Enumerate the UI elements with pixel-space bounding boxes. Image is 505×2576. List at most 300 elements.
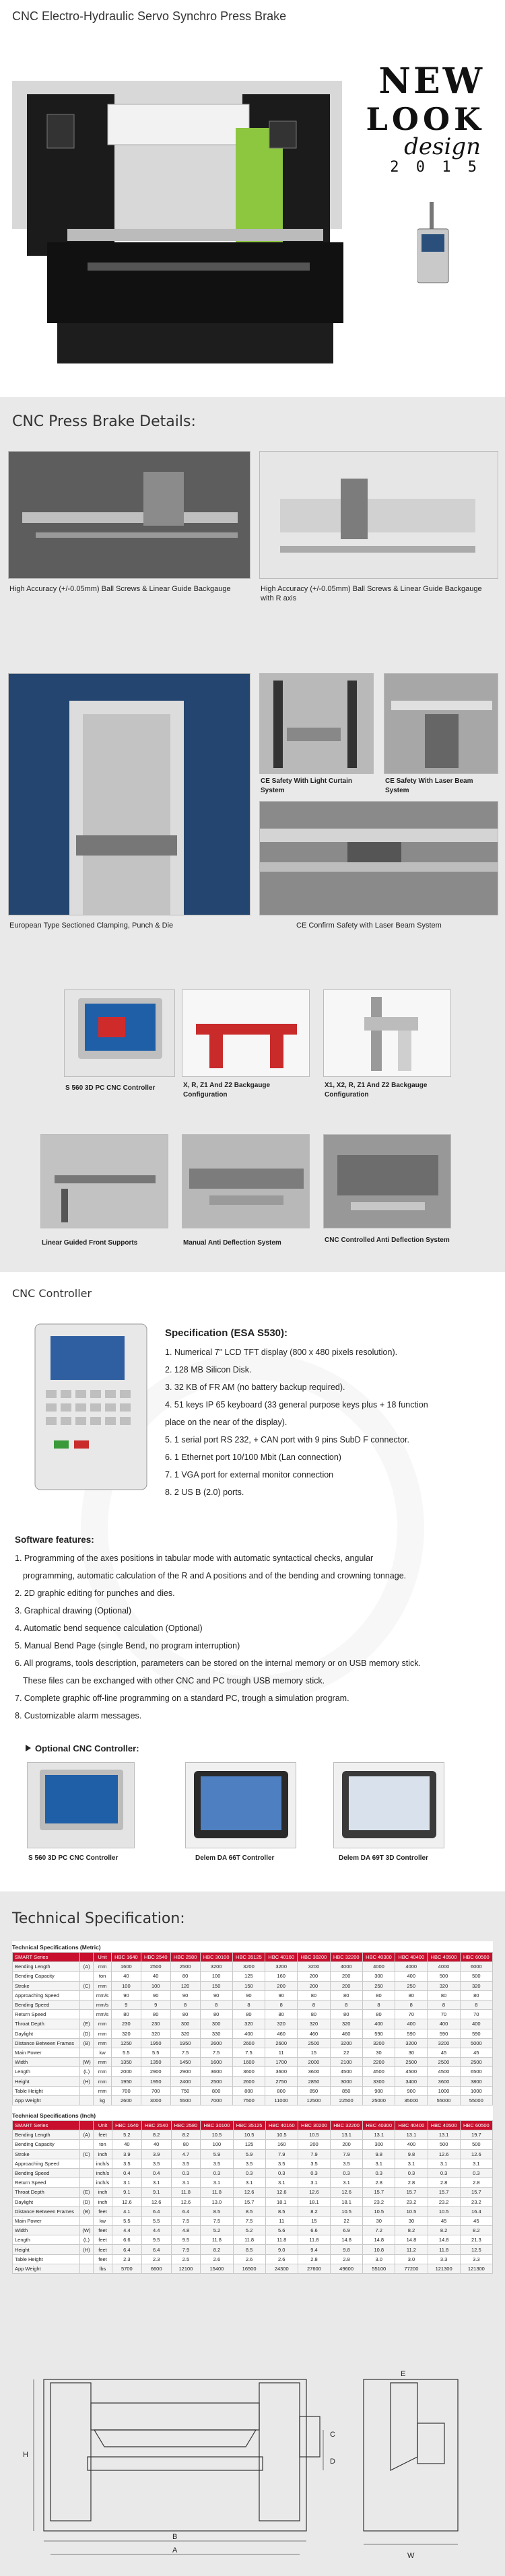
table-cell: 6.4 [141,2245,171,2254]
table-cell: 11 [265,2048,298,2057]
model-header-cell: HBC 2540 [141,1953,170,1962]
table-cell: 11.8 [265,2235,298,2245]
table-cell: 8.5 [201,2206,233,2216]
table-cell: feet [94,2226,112,2235]
table-cell: 12.6 [331,2188,363,2197]
table-cell: 30 [395,2216,428,2225]
table-cell: 5500 [170,2095,200,2105]
table-cell: 5.6 [265,2226,298,2235]
table-cell [79,2178,93,2188]
table-cell: 5.2 [233,2226,265,2235]
table-cell: 4.1 [112,2206,141,2216]
software-item: 4. Automatic bend sequence calculation (Optional) [15,1624,203,1633]
table-cell: 8 [330,2000,362,2009]
table-cell: 24300 [265,2264,298,2273]
table-cell: 3.5 [298,2159,330,2168]
table-cell: (L) [79,2235,93,2245]
table-cell: 22 [331,2216,363,2225]
table-cell: 7.9 [331,2149,363,2159]
table-cell: 3200 [362,2038,395,2048]
table-cell: 460 [298,2029,330,2038]
s560-caption: S 560 3D PC CNC Controller [65,1084,156,1092]
table-cell: 850 [330,2086,362,2095]
table-cell: Length [13,2067,80,2077]
table-cell: 500 [460,2140,492,2149]
table-row [13,2159,493,2168]
table-cell: 1000 [460,2086,492,2095]
model-header-cell: HBC 40300 [362,1953,395,1962]
table-cell: 3.1 [460,2159,492,2168]
table-cell: 13.1 [331,2130,363,2140]
table-cell: 7.9 [265,2149,298,2159]
table-cell: Return Speed [13,2178,80,2188]
table-cell [79,2216,93,2225]
ballscrew-photo-1 [8,451,250,579]
table-row [13,2168,493,2178]
table-cell: Width [13,2058,80,2067]
table-cell: 9.0 [265,2245,298,2254]
table-cell: mm [94,2086,112,2095]
dim-label-c: C [330,2431,335,2439]
table-cell: 6.9 [331,2226,363,2235]
light-curtain-photo [259,673,374,774]
table-header-cell [80,1953,94,1962]
table-cell: inch [94,2149,112,2159]
table-row [13,2197,493,2206]
table-cell: 100 [201,2140,233,2149]
table-cell: 800 [200,2086,232,2095]
table-cell: 77200 [395,2264,428,2273]
table-cell: 12.6 [460,2149,492,2159]
table-cell: 12.6 [233,2188,265,2197]
metric-table [12,1952,493,2105]
table-cell: 4.4 [141,2226,171,2235]
software-item: 2. 2D graphic editing for punches and dies. [15,1589,175,1598]
xxr-backgauge-caption: X1, X2, R, Z1 And Z2 Backgauge Configuration [325,1082,428,1099]
table-cell: 16.4 [460,2206,492,2216]
xxr-backgauge-photo [323,989,451,1077]
table-cell: 9.1 [112,2188,141,2197]
ballscrew-caption-1: High Accuracy (+/-0.05mm) Ball Screws & Linear Guide Backgauge [9,585,231,593]
table-cell: 11000 [265,2095,298,2105]
table-cell: 8 [200,2000,232,2009]
laser-beam-photo [384,673,498,774]
table-cell: 121300 [428,2264,460,2273]
table-cell: 23.2 [460,2197,492,2206]
table-cell: 460 [265,2029,298,2038]
table-cell: 500 [428,1972,460,1981]
table-cell: 0.3 [201,2168,233,2178]
table-cell: 5000 [460,2038,492,2048]
table-cell: 7.2 [363,2226,395,2235]
table-cell: 80 [460,1990,492,2000]
table-cell: 10.5 [233,2130,265,2140]
table-cell: 460 [330,2029,362,2038]
table-row [13,2245,493,2254]
table-cell: 9.8 [363,2149,395,2159]
table-cell: 3.1 [112,2178,141,2188]
table-cell: 1700 [265,2058,298,2067]
table-header-cell: SMART Series [13,1953,80,1962]
table-cell: 3.9 [112,2149,141,2159]
table-cell: 15.7 [233,2197,265,2206]
table-cell: 10.5 [363,2206,395,2216]
table-cell: 150 [232,1981,265,1990]
table-cell: 8 [265,2000,298,2009]
table-cell: 14.8 [428,2235,460,2245]
table-cell: 70 [395,2010,428,2019]
xr-backgauge-caption: X, R, Z1 And Z2 Backgauge Configuration [183,1082,271,1099]
table-cell: 2600 [265,2038,298,2048]
table-cell: (B) [79,2206,93,2216]
table-cell: 4500 [428,2067,460,2077]
table-cell: 500 [428,2140,460,2149]
table-cell: 27600 [298,2264,330,2273]
table-cell: 2.3 [112,2254,141,2264]
spec-list [165,1344,488,1501]
table-cell: kw [94,2048,112,2057]
table-cell: Bending Capacity [13,1972,80,1981]
table-cell: 3.1 [233,2178,265,2188]
table-cell: 3.1 [171,2178,201,2188]
dimension-drawing [13,2363,492,2565]
table-cell: 200 [298,1972,330,1981]
table-cell: 5700 [112,2264,141,2273]
table-cell: 400 [395,1972,428,1981]
table-cell: Width [13,2226,80,2235]
model-header-cell: HBC 40160 [265,2121,298,2130]
dim-label-w: W [407,2552,415,2560]
table-cell: 6.4 [171,2206,201,2216]
table-cell: 1250 [111,2038,141,2048]
table-cell: 15 [298,2048,330,2057]
table-cell: 14.8 [331,2235,363,2245]
table-cell: 40 [141,2140,171,2149]
table-cell: Distance Between Frames [13,2206,80,2216]
table-row [13,2086,493,2095]
table-cell: (H) [79,2245,93,2254]
table-cell: mm/s [94,2010,112,2019]
table-cell: 12100 [171,2264,201,2273]
software-item: programming, automatic calculation of the R and A positions and of the bending and crowning tonnage. [23,1571,407,1580]
table-cell: 200 [331,2140,363,2149]
table-cell: 590 [362,2029,395,2038]
table-cell [79,2264,93,2273]
table-cell [80,2000,94,2009]
table-cell: (C) [80,1981,94,1990]
table-cell: 8 [170,2000,200,2009]
table-cell: 19.7 [460,2130,492,2140]
table-cell: 8.2 [428,2226,460,2235]
table-cell: Approaching Speed [13,2159,80,2168]
metric-caption: Technical Specifications (Metric) [12,1944,101,1951]
table-cell: kg [94,2095,112,2105]
table-cell: 300 [170,2019,200,2029]
table-cell: 8.2 [460,2226,492,2235]
table-cell: 12.6 [171,2197,201,2206]
table-cell: 4500 [395,2067,428,2077]
delem-66t-caption: Delem DA 66T Controller [195,1854,275,1862]
table-cell: 3.1 [428,2159,460,2168]
table-cell: 7.5 [201,2216,233,2225]
table-cell: 3200 [298,1962,330,1972]
table-cell: 3200 [200,1962,232,1972]
table-cell: 30 [395,2048,428,2057]
table-cell: 200 [298,2140,330,2149]
table-cell: 5.5 [112,2216,141,2225]
table-row [13,2226,493,2235]
table-cell: 0.3 [428,2168,460,2178]
table-cell: 3.1 [265,2178,298,2188]
table-cell: 80 [395,1990,428,2000]
table-cell: 3.0 [395,2254,428,2264]
table-cell: 23.2 [428,2197,460,2206]
table-cell: 10.8 [363,2245,395,2254]
table-cell [79,2140,93,2149]
table-cell [80,2095,94,2105]
table-cell: 2100 [330,2058,362,2067]
table-cell: 0.3 [460,2168,492,2178]
table-cell: 0.3 [265,2168,298,2178]
table-row [13,1972,493,1981]
table-cell: 500 [460,1972,492,1981]
table-cell: 320 [232,2019,265,2029]
delem-66t-photo [185,1762,296,1848]
table-cell: 6500 [460,2067,492,2077]
table-row [13,2077,493,2086]
table-cell: 2.6 [201,2254,233,2264]
table-cell: 2.5 [171,2254,201,2264]
table-cell: 8.5 [233,2245,265,2254]
spec-item: 2. 128 MB Silicon Disk. [165,1365,252,1374]
table-row [13,2140,493,2149]
table-cell: 80 [298,2010,330,2019]
table-cell: 1950 [141,2038,170,2048]
optional-title-text: Optional CNC Controller: [35,1743,139,1753]
table-cell: 4500 [330,2067,362,2077]
table-cell: 5.9 [233,2149,265,2159]
table-cell: inch/s [94,2178,112,2188]
metric-table-body [13,1962,493,2105]
table-cell: 90 [265,1990,298,2000]
table-row [13,2095,493,2105]
table-cell [79,2159,93,2168]
table-cell [79,2168,93,2178]
table-cell: 80 [362,2010,395,2019]
table-cell: App Weight [13,2095,80,2105]
table-cell: 2500 [170,1962,200,1972]
table-cell: 6600 [141,2264,171,2273]
table-cell: 2.8 [428,2178,460,2188]
ballscrew-caption-2: High Accuracy (+/-0.05mm) Ball Screws & Linear Guide Backgauge with R axis [261,585,482,602]
table-cell: 11 [265,2216,298,2225]
table-cell: 8 [362,2000,395,2009]
table-cell: Distance Between Frames [13,2038,80,2048]
table-cell: 80 [428,1990,460,2000]
table-cell: Height [13,2077,80,2086]
table-cell: 8.2 [395,2226,428,2235]
table-cell: Throat Depth [13,2188,80,2197]
model-header-cell: HBC 1640 [112,2121,141,2130]
table-cell: (A) [80,1962,94,1972]
inch-header-row [13,2121,493,2130]
table-cell: 11.8 [171,2188,201,2197]
table-cell: mm [94,1981,112,1990]
table-cell: 10.5 [331,2206,363,2216]
table-cell: 250 [395,1981,428,1990]
table-cell: 3400 [395,2077,428,2086]
table-row [13,2254,493,2264]
table-cell: Stroke [13,1981,80,1990]
table-cell: ton [94,1972,112,1981]
table-row [13,2178,493,2188]
spec-title: Specification (ESA S530): [165,1327,288,1339]
table-cell [80,2048,94,2057]
table-cell: 2.8 [460,2178,492,2188]
table-cell: 35000 [395,2095,428,2105]
table-cell: 2500 [428,2058,460,2067]
table-cell: 3.5 [112,2159,141,2168]
logo-design-text: design [404,133,481,160]
model-header-cell: HBC 2580 [170,1953,200,1962]
table-row [13,1990,493,2000]
table-cell: 100 [111,1981,141,1990]
table-cell: mm [94,2038,112,2048]
controller-section [0,1272,505,1891]
table-cell: inch [94,2197,112,2206]
table-cell: 11.8 [233,2235,265,2245]
table-cell: 8 [460,2000,492,2009]
table-cell: 7.5 [171,2216,201,2225]
table-cell: 0.3 [233,2168,265,2178]
table-row [13,2048,493,2057]
table-cell: 2000 [111,2067,141,2077]
table-cell: (E) [79,2188,93,2197]
table-header-cell: Unit [94,1953,112,1962]
table-cell: 2600 [232,2077,265,2086]
table-cell: (B) [80,2038,94,2048]
table-cell: 320 [141,2029,170,2038]
table-cell: 9 [141,2000,170,2009]
table-cell: (H) [80,2077,94,2086]
cnc-deflection-photo [323,1134,451,1228]
table-cell: 3.1 [331,2178,363,2188]
table-cell: 90 [111,1990,141,2000]
table-cell: 4000 [395,1962,428,1972]
table-cell: 800 [232,2086,265,2095]
table-cell: mm [94,2077,112,2086]
table-cell: 4.7 [171,2149,201,2159]
table-cell: 700 [141,2086,170,2095]
table-cell: 8.2 [141,2130,171,2140]
table-cell: 80 [170,2010,200,2019]
table-cell: 80 [330,1990,362,2000]
light-curtain-caption: CE Safety With Light Curtain System [261,777,353,794]
delem-69t-caption: Delem DA 69T 3D Controller [339,1854,428,1862]
table-cell: 1950 [111,2077,141,2086]
table-row [13,2010,493,2019]
front-supports-photo [40,1134,168,1228]
dim-label-a: A [172,2546,178,2554]
table-cell: 49600 [331,2264,363,2273]
controller-title: CNC Controller [12,1287,92,1300]
table-cell: Daylight [13,2197,80,2206]
table-cell: 4.4 [112,2226,141,2235]
table-cell: 100 [200,1972,232,1981]
table-cell: Length [13,2235,80,2245]
table-cell: 2.8 [298,2254,330,2264]
table-cell: 12.6 [265,2188,298,2197]
software-list [15,1550,493,1725]
table-cell: 12.6 [298,2188,330,2197]
table-row [13,2029,493,2038]
table-cell: 160 [265,1972,298,1981]
table-cell: 2500 [200,2077,232,2086]
table-cell: 15.7 [363,2188,395,2197]
table-cell: feet [94,2235,112,2245]
model-header-cell: HBC 30200 [298,1953,330,1962]
table-cell: 160 [265,2140,298,2149]
table-cell [79,2254,93,2264]
table-cell: 5.5 [141,2216,171,2225]
table-cell: 7000 [200,2095,232,2105]
table-cell: 300 [200,2019,232,2029]
clamping-photo [8,673,250,915]
table-cell: 3.5 [171,2159,201,2168]
table-cell: 2200 [362,2058,395,2067]
table-cell: 25000 [362,2095,395,2105]
logo-new-text: NEW [378,61,485,102]
metric-header-row [13,1953,493,1962]
optional-s560-caption: S 560 3D PC CNC Controller [28,1854,119,1862]
spec-item: 4. 51 keys IP 65 keyboard (33 general purpose keys plus + 18 function [165,1400,428,1409]
table-cell: 2000 [298,2058,330,2067]
table-cell: 2.6 [265,2254,298,2264]
table-cell: 3.3 [460,2254,492,2264]
tech-title: Technical Specification: [12,1910,185,1927]
table-cell: 400 [395,2140,428,2149]
table-cell: App Weight [13,2264,80,2273]
table-cell: 6.6 [298,2226,330,2235]
table-cell: 1600 [111,1962,141,1972]
table-cell: (E) [80,2019,94,2029]
table-cell: 1350 [141,2058,170,2067]
table-cell: lbs [94,2264,112,2273]
optional-title [26,1743,139,1753]
table-cell: 300 [363,2140,395,2149]
model-header-cell: HBC 40500 [428,2121,460,2130]
table-cell: 590 [460,2029,492,2038]
clamping-caption: European Type Sectioned Clamping, Punch & Die [9,921,174,930]
table-cell: 7.9 [298,2149,330,2159]
table-cell: 320 [330,2019,362,2029]
table-cell: 2500 [298,2038,330,2048]
table-cell: 80 [170,1972,200,1981]
table-cell: 700 [111,2086,141,2095]
table-cell: 200 [265,1981,298,1990]
table-cell: 15.7 [428,2188,460,2197]
logo-look-text: LOOK [366,101,485,137]
table-cell: 0.4 [141,2168,171,2178]
table-cell: 80 [362,1990,395,2000]
table-cell: inch/s [94,2159,112,2168]
table-header-cell [79,2121,93,2130]
table-cell: 3300 [362,2077,395,2086]
hero-section [0,0,505,397]
table-cell: 12.6 [112,2197,141,2206]
table-cell: 6.4 [112,2245,141,2254]
table-cell: 90 [170,1990,200,2000]
